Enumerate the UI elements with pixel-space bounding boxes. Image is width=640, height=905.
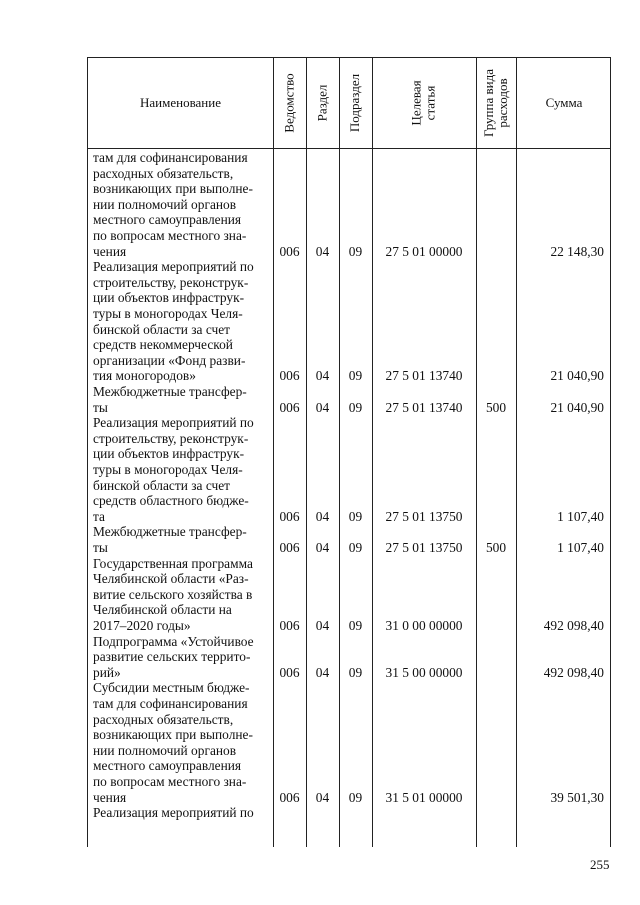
cell-vedomstvo: 006 (279, 243, 300, 259)
row-name-line: Субсидии местным бюдже- (93, 680, 250, 696)
header-celevaya-line1: Целевая (408, 80, 424, 126)
cell-podrazdel: 09 (348, 243, 363, 259)
cell-podrazdel: 09 (348, 789, 363, 805)
cell-celevaya-statya: 27 5 01 13750 (385, 539, 463, 555)
cell-razdel: 04 (315, 243, 330, 259)
cell-razdel: 04 (315, 789, 330, 805)
row-name-line: средств областного бюдже- (93, 493, 249, 509)
row-name (93, 384, 266, 415)
header-name-label: Наименование (140, 95, 221, 110)
cell-razdel: 04 (315, 368, 330, 384)
cell-vedomstvo: 006 (279, 539, 300, 555)
row-name-line: нии полномочий органов (93, 742, 237, 758)
row-name-line: расходных обязательств, (93, 711, 234, 727)
header-vedomstvo-label: Ведомство (281, 73, 297, 133)
row-name (93, 680, 266, 805)
cell-summa: 39 501,30 (550, 789, 604, 805)
row-name-line: бинской области за счет (93, 321, 231, 337)
header-summa-label: Сумма (545, 95, 583, 110)
table-row (88, 524, 610, 555)
row-name-line: местного самоуправления (93, 758, 242, 774)
cell-vedomstvo: 006 (279, 368, 300, 384)
row-name-line: туры в моногородах Челя- (93, 461, 243, 477)
cell-gruppa: 500 (485, 399, 507, 415)
header-celevaya-line2: статья (422, 85, 438, 121)
cell-podrazdel: 09 (348, 664, 363, 680)
cell-razdel: 04 (315, 617, 330, 633)
row-name-line: средств некоммерческой (93, 337, 233, 353)
row-name-line: Межбюджетные трансфер- (93, 384, 247, 399)
row-name (93, 805, 266, 821)
row-name-line: рий» (93, 664, 121, 680)
cell-razdel: 04 (315, 664, 330, 680)
table-row (88, 805, 610, 821)
cell-podrazdel: 09 (348, 617, 363, 633)
header-divider (88, 148, 610, 149)
cell-celevaya-statya: 31 5 00 00000 (385, 664, 463, 680)
row-name-line: строительству, реконструк- (93, 274, 249, 290)
page-number: 255 (590, 857, 610, 872)
cell-celevaya-statya: 27 5 01 13740 (385, 368, 463, 384)
table-row (88, 680, 610, 805)
cell-celevaya-statya: 31 0 00 00000 (385, 617, 463, 633)
row-name (93, 415, 266, 524)
row-name-line: ции объектов инфраструк- (93, 446, 245, 462)
table-row (88, 556, 610, 634)
row-name-line: там для софинансирования (93, 695, 248, 711)
row-name-line: по вопросам местного зна- (93, 227, 247, 243)
row-name-line: возникающих при выполне- (93, 181, 253, 197)
cell-summa: 1 107,40 (557, 508, 604, 524)
cell-gruppa: 500 (485, 539, 507, 555)
row-name-line: та (93, 508, 105, 524)
cell-celevaya-statya: 27 5 01 13750 (385, 508, 463, 524)
row-name (93, 150, 266, 259)
header-summa (516, 58, 612, 148)
row-name-line: ции объектов инфраструк- (93, 290, 245, 306)
cell-celevaya-statya: 31 5 01 00000 (385, 789, 463, 805)
header-gruppa-line2: расходов (495, 78, 511, 128)
row-name-line: Подпрограмма «Устойчивое (93, 633, 254, 649)
row-name-line: Межбюджетные трансфер- (93, 524, 247, 540)
row-name-line: организации «Фонд разви- (93, 352, 246, 368)
row-name (93, 556, 266, 634)
header-gruppa-label (482, 69, 510, 137)
row-name-line: витие сельского хозяйства в (93, 586, 253, 602)
cell-podrazdel: 09 (348, 508, 363, 524)
cell-podrazdel: 09 (348, 399, 363, 415)
row-name-line: бинской области за счет (93, 477, 231, 493)
table-row (88, 415, 610, 524)
header-razdel-label: Раздел (314, 84, 330, 122)
cell-podrazdel: 09 (348, 368, 363, 384)
row-name-line: по вопросам местного зна- (93, 773, 247, 789)
table-row (88, 259, 610, 384)
row-name-line: чения (93, 789, 127, 805)
cell-razdel: 04 (315, 539, 330, 555)
cell-summa: 21 040,90 (550, 399, 604, 415)
row-name-line: Реализация мероприятий по (93, 805, 254, 821)
header-name (88, 58, 273, 148)
cell-razdel: 04 (315, 399, 330, 415)
cell-vedomstvo: 006 (279, 399, 300, 415)
cell-podrazdel: 09 (348, 539, 363, 555)
table-row (88, 384, 610, 415)
row-name-line: строительству, реконструк- (93, 430, 249, 446)
cell-razdel: 04 (315, 508, 330, 524)
row-name (93, 259, 266, 384)
header-celevaya (372, 58, 476, 148)
header-gruppa (476, 58, 516, 148)
header-gruppa-line1: Группа вида (481, 69, 497, 137)
row-name-line: местного самоуправления (93, 212, 242, 228)
row-name-line: развитие сельских террито- (93, 649, 251, 665)
table-row (88, 150, 610, 259)
cell-summa: 492 098,40 (543, 617, 604, 633)
cell-celevaya-statya: 27 5 01 13740 (385, 399, 463, 415)
cell-summa: 21 040,90 (550, 368, 604, 384)
row-name-line: Челябинской области на (93, 602, 232, 618)
row-name (93, 634, 266, 681)
header-celevaya-label (410, 80, 438, 125)
row-name-line: Реализация мероприятий по (93, 415, 254, 431)
header-vedomstvo (273, 58, 306, 148)
header-podrazdel (339, 58, 372, 148)
row-name-line: расходных обязательств, (93, 165, 234, 181)
header-podrazdel-label: Подраздел (347, 73, 363, 133)
cell-vedomstvo: 006 (279, 508, 300, 524)
cell-vedomstvo: 006 (279, 617, 300, 633)
cell-summa: 1 107,40 (557, 539, 604, 555)
cell-summa: 22 148,30 (550, 243, 604, 259)
cell-vedomstvo: 006 (279, 789, 300, 805)
table-row (88, 634, 610, 681)
row-name (93, 524, 266, 555)
row-name-line: туры в моногородах Челя- (93, 305, 243, 321)
header-razdel (306, 58, 339, 148)
budget-table (87, 57, 611, 847)
cell-celevaya-statya: 27 5 01 00000 (385, 243, 463, 259)
row-name-line: Челябинской области «Раз- (93, 571, 249, 587)
cell-vedomstvo: 006 (279, 664, 300, 680)
row-name-line: Государственная программа (93, 555, 253, 571)
row-name-line: нии полномочий органов (93, 196, 237, 212)
row-name-line: чения (93, 243, 127, 259)
cell-summa: 492 098,40 (543, 664, 604, 680)
row-name-line: Реализация мероприятий по (93, 259, 254, 275)
row-name-line: возникающих при выполне- (93, 727, 253, 743)
row-name-line: ты (93, 539, 108, 555)
row-name-line: там для софинансирования (93, 150, 248, 165)
row-name-line: 2017–2020 годы» (93, 617, 191, 633)
row-name-line: ты (93, 399, 108, 415)
row-name-line: тия моногородов» (93, 368, 196, 384)
